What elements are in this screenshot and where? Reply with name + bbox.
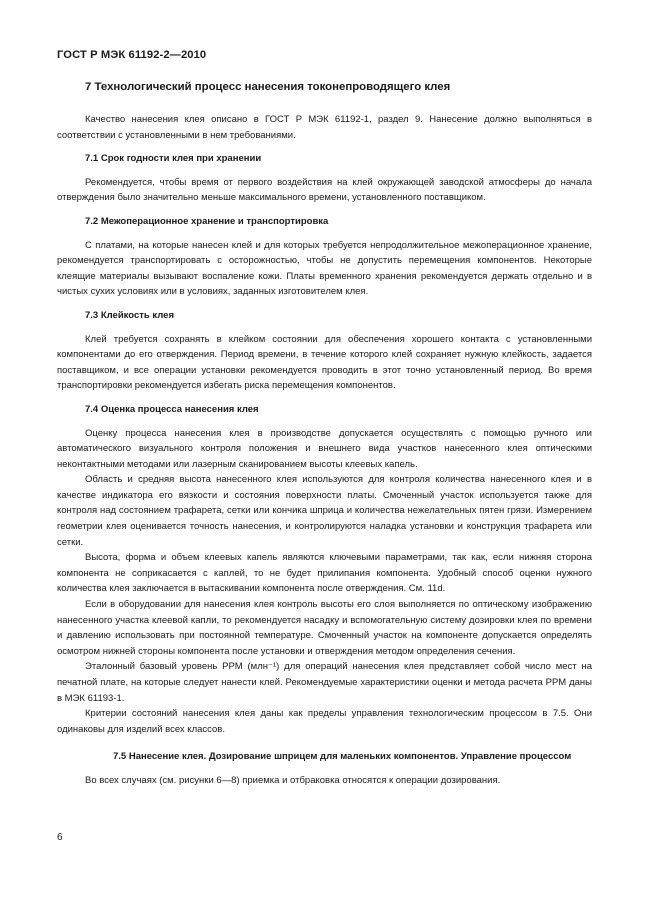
subsection-7-4-title: 7.4 Оценка процесса нанесения клея <box>85 403 259 415</box>
subsection-7-3-title: 7.3 Клейкость клея <box>85 309 175 321</box>
page-content <box>57 80 592 789</box>
paragraph-7-4-4: Если в оборудовании для нанесения клея контроль высоты его слоя выполняется по оптическому изображению нанесенного участка клеевой капли, то рекомендуется насадку и вспомогательную систему дозировки клея по времени и давлению использовать при постоянной температуре. Смоченный участок на компоненте допускается определять осмотром нижней стороны компонента после установки и отверждения методом определения сечения. <box>57 599 592 657</box>
subsection-7-5-title-text: 7.5 Нанесение клея. Дозирование шприцем для маленьких компонентов. Управление процессом <box>113 751 572 763</box>
paragraph-7-4-3: Высота, форма и объем клеевых капель являются ключевыми параметрами, так как, если нижняя сторона компонента не соприкасается с каплей, то не будет прилипания компонента. Удобный способ оценки нужного количества клея заключается в вытаскивании компонента после отверждения. См. 11d. <box>57 552 592 595</box>
standard-header: ГОСТ Р МЭК 61192-2—2010 <box>57 49 207 61</box>
section-7-title: 7 Технологический процесс нанесения токонепроводящего клея <box>85 81 451 93</box>
paragraph-7-5: Во всех случаях (см. рисунки 6—8) приемка и отбраковка относятся к операции дозирования. <box>85 774 501 786</box>
subsection-7-2-title: 7.2 Межоперационное хранение и транспортировка <box>85 215 329 227</box>
paragraph-7-4-5: Эталонный базовый уровень PPM (млн⁻¹) для операций нанесения клея представляет собой число мест на печатной плате, на которые следует нанести клей. Рекомендуемые характеристики оценки и метода расчета PPM даны в МЭК 61193-1. <box>57 661 592 704</box>
page-number: 6 <box>57 832 63 843</box>
paragraph-7-3: Клей требуется сохранять в клейком состоянии для обеспечения хорошего контакта с установленными компонентами до его отверждения. Период времени, в течение которого клей сохраняет нужную клейкость, задается поставщиком, и все операции установки рекомендуется проводить в этот точно установленный период. Во время транспортировки рекомендуется избегать риска перемещения компонентов. <box>57 333 592 392</box>
subsection-7-5-title <box>85 749 592 765</box>
paragraph-7-4-6: Критерии состояний нанесения клея даны как пределы управления технологическим процессом в 7.5. Они одинаковы для изделий всех классов. <box>57 708 592 735</box>
paragraph-7-4-1: Оценку процесса нанесения клея в производстве допускается осуществлять с помощью ручного или автоматического визуального контроля положения и внешнего вида участков нанесенного клея оптическими неконтактными методами или лазерным сканированием высоты клеевых капель. <box>57 427 592 470</box>
paragraph-7-2: С платами, на которые нанесен клей и для которых требуется непродолжительное межоперационное хранение, рекомендуется транспортировать с осторожностью, чтобы не допустить перемещения компонентов. Некоторые клеящие материалы вызывают воспаление кожи. Платы временного хранения рекомендуется держать отдельно и в чистых сухих условиях или в условиях, заданных изготовителем клея. <box>57 239 592 298</box>
paragraph-7-4-2: Область и средняя высота нанесенного клея используются для контроля количества нанесенного клея и в качестве индикатора его вязкости и состояния поверхности платы. Смоченный участок используется также для контроля над состоянием трафарета, сетки или кончика шприца и количества нежелательных пятен грязи. Измерением геометрии клея оценивается точность нанесения, и контролируются наладка установки и конструкция трафарета или сетки. <box>57 474 592 548</box>
subsection-7-1-title: 7.1 Срок годности клея при хранении <box>85 153 262 165</box>
paragraph-7-1: Рекомендуется, чтобы время от первого воздействия на клей окружающей заводской атмосферы до начала отверждения было значительно меньше максимального времени, установленного поставщиком. <box>57 176 592 204</box>
section-7-intro: Качество нанесения клея описано в ГОСТ Р МЭК 61192-1, раздел 9. Нанесение должно выполняться в соответствии с установленными в нем требованиями. <box>57 114 592 141</box>
